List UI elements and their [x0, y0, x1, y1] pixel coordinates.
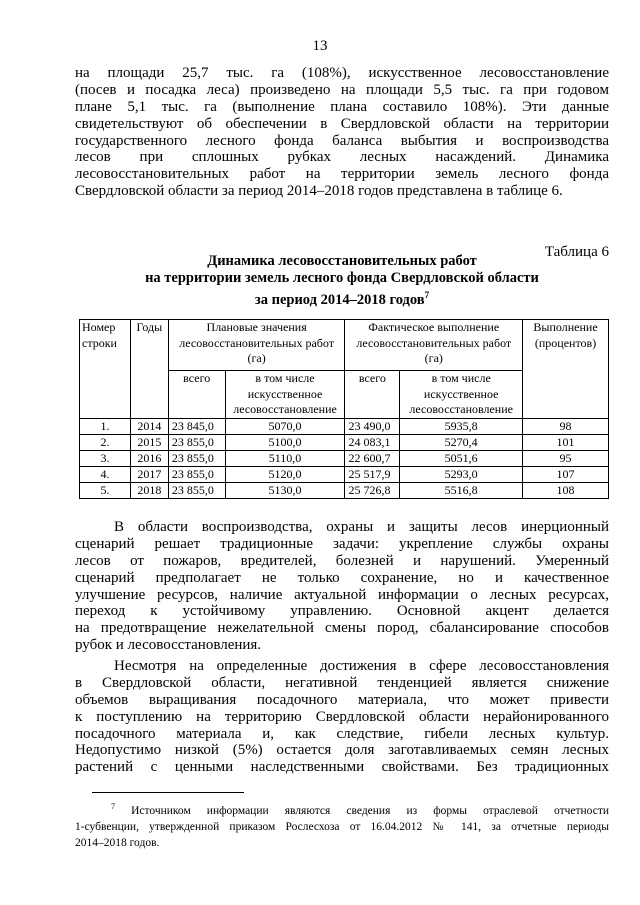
text-line: лесов при сплошных рубках лесных насаждений. Динамика: [75, 149, 609, 166]
text-line: лесовосстановительных работ на территории земель лесного фонда: [75, 166, 609, 183]
header-row-number: Номер строки: [80, 320, 131, 419]
cell-year: 2015: [130, 434, 168, 450]
text-line: государственного лесного фонда баланса выбытия и воспроизводства: [75, 132, 609, 149]
text-line: лесов от пожаров, вредителей, болезней и нарушений. Умеренный: [75, 552, 609, 569]
cell-row-number: 4.: [80, 466, 131, 482]
table-label: Таблица 6: [544, 244, 609, 260]
cell-actual-total: 25 726,8: [345, 482, 400, 498]
text-line: на предотвращение нежелательной смены пород, сбалансирование способов: [75, 620, 609, 637]
header-completion: Выполнение (процентов): [523, 320, 609, 419]
table-title-line: Динамика лесовосстановительных работ: [207, 253, 477, 269]
cell-planned-total: 23 855,0: [168, 450, 225, 466]
text-line: в Свердловской области, негативной тенденцией является снижение: [75, 674, 609, 691]
cell-planned-total: 23 845,0: [168, 418, 225, 434]
cell-planned-artificial: 5070,0: [225, 418, 345, 434]
text-line: Несмотря на определенные достижения в сфере лесовосстановления: [114, 658, 609, 674]
header-actual: Фактическое выполнение лесовосстановительных работ (га): [345, 320, 523, 371]
paragraph-intro: [75, 65, 609, 200]
text-line: Недопустимо низкой (5%) остается доля заготавливаемых семян лесных: [75, 742, 609, 759]
text-line: сценарий решает традиционные задачи: укрепление службы охраны: [75, 535, 609, 552]
text-line: свидетельствуют об обеспечении в Свердловской области на территории: [75, 115, 609, 132]
header-actual-artificial: в том числе искусственное лесовосстановление: [400, 371, 523, 419]
cell-completion: 98: [523, 418, 609, 434]
cell-completion: 95: [523, 450, 609, 466]
cell-year: 2014: [130, 418, 168, 434]
table-title-line: на территории земель лесного фонда Свердловской области: [145, 270, 539, 286]
table-row: [80, 418, 609, 434]
text-line: Свердловской области за период 2014–2018 годов представлена в таблице 6.: [75, 183, 563, 200]
table-title-line: [75, 287, 609, 309]
cell-row-number: 5.: [80, 482, 131, 498]
table-row: [80, 434, 609, 450]
cell-completion: 108: [523, 482, 609, 498]
cell-actual-total: 25 517,9: [345, 466, 400, 482]
cell-actual-total: 22 600,7: [345, 450, 400, 466]
cell-year: 2016: [130, 450, 168, 466]
table-row: [80, 450, 609, 466]
cell-planned-artificial: 5120,0: [225, 466, 345, 482]
table-row: [80, 466, 609, 482]
footnote-separator: [92, 792, 244, 793]
table-header-row: [80, 320, 609, 371]
footnote-marker: 7: [111, 802, 115, 811]
text-line: плане 5,1 тыс. га (выполнение плана составило 108%). Эти данные: [75, 98, 609, 115]
footnote-line: [75, 799, 609, 819]
text-line: к поступлению на территорию Свердловской области нерайонированного: [75, 708, 609, 725]
cell-actual-total: 23 490,0: [345, 418, 400, 434]
table-title: [75, 253, 609, 309]
cell-actual-artificial: 5293,0: [400, 466, 523, 482]
header-years: Годы: [130, 320, 168, 419]
page-number: 13: [312, 38, 328, 54]
text-line: растений с ценными наследственными свойствами. Без традиционных: [75, 759, 609, 776]
cell-actual-artificial: 5935,8: [400, 418, 523, 434]
header-actual-total: всего: [345, 371, 400, 419]
cell-planned-artificial: 5130,0: [225, 482, 345, 498]
table-row: [80, 482, 609, 498]
cell-actual-total: 24 083,1: [345, 434, 400, 450]
text-line: улучшение ресурсов, наличие актуальной информации о лесных ресурсах,: [75, 586, 609, 603]
text-line: В области воспроизводства, охраны и защиты лесов инерционный: [114, 519, 609, 535]
footnote-line: 1-субвенции, утвержденной приказом Рослесхоза от 16.04.2012 № 141, за отчетные периоды: [75, 820, 609, 833]
header-planned-total: всего: [168, 371, 225, 419]
header-planned: Плановые значения лесовосстановительных работ (га): [168, 320, 345, 371]
cell-actual-artificial: 5270,4: [400, 434, 523, 450]
cell-year: 2018: [130, 482, 168, 498]
text-line: (посев и посадка леса) произведено на площади 5,5 тыс. га при годовом: [75, 81, 609, 98]
cell-planned-total: 23 855,0: [168, 466, 225, 482]
cell-row-number: 1.: [80, 418, 131, 434]
cell-planned-artificial: 5110,0: [225, 450, 345, 466]
paragraph-scenarios: [75, 519, 609, 654]
cell-actual-artificial: 5516,8: [400, 482, 523, 498]
footnote-text: Источником информации являются сведения из формы отраслевой отчетности: [131, 804, 609, 817]
header-planned-artificial: в том числе искусственное лесовосстановление: [225, 371, 345, 419]
footnote: [75, 799, 609, 851]
cell-planned-total: 23 855,0: [168, 434, 225, 450]
cell-completion: 107: [523, 466, 609, 482]
text-line: сценарий предполагает не только сохранение, но и качественное: [75, 569, 609, 586]
text-line: на площади 25,7 тыс. га (108%), искусственное лесовосстановление: [75, 65, 609, 81]
cell-planned-artificial: 5100,0: [225, 434, 345, 450]
cell-planned-total: 23 855,0: [168, 482, 225, 498]
cell-completion: 101: [523, 434, 609, 450]
cell-actual-artificial: 5051,6: [400, 450, 523, 466]
footnote-reference: 7: [424, 290, 430, 300]
cell-row-number: 3.: [80, 450, 131, 466]
footnote-line: 2014–2018 годов.: [75, 836, 160, 849]
text-line: переход к устойчивому управлению. Основной акцент делается: [75, 603, 609, 620]
paragraph-planting-material: [75, 658, 609, 776]
text-line: рубок и лесовосстановления.: [75, 637, 262, 654]
text-line: объемов выращивания посадочного материала, что может привести: [75, 691, 609, 708]
text-line: посадочного материала и, как следствие, гибели лесных культур.: [75, 725, 609, 742]
reforestation-table: [79, 319, 609, 499]
table-title-text: за период 2014–2018 годов: [254, 291, 425, 308]
cell-row-number: 2.: [80, 434, 131, 450]
cell-year: 2017: [130, 466, 168, 482]
